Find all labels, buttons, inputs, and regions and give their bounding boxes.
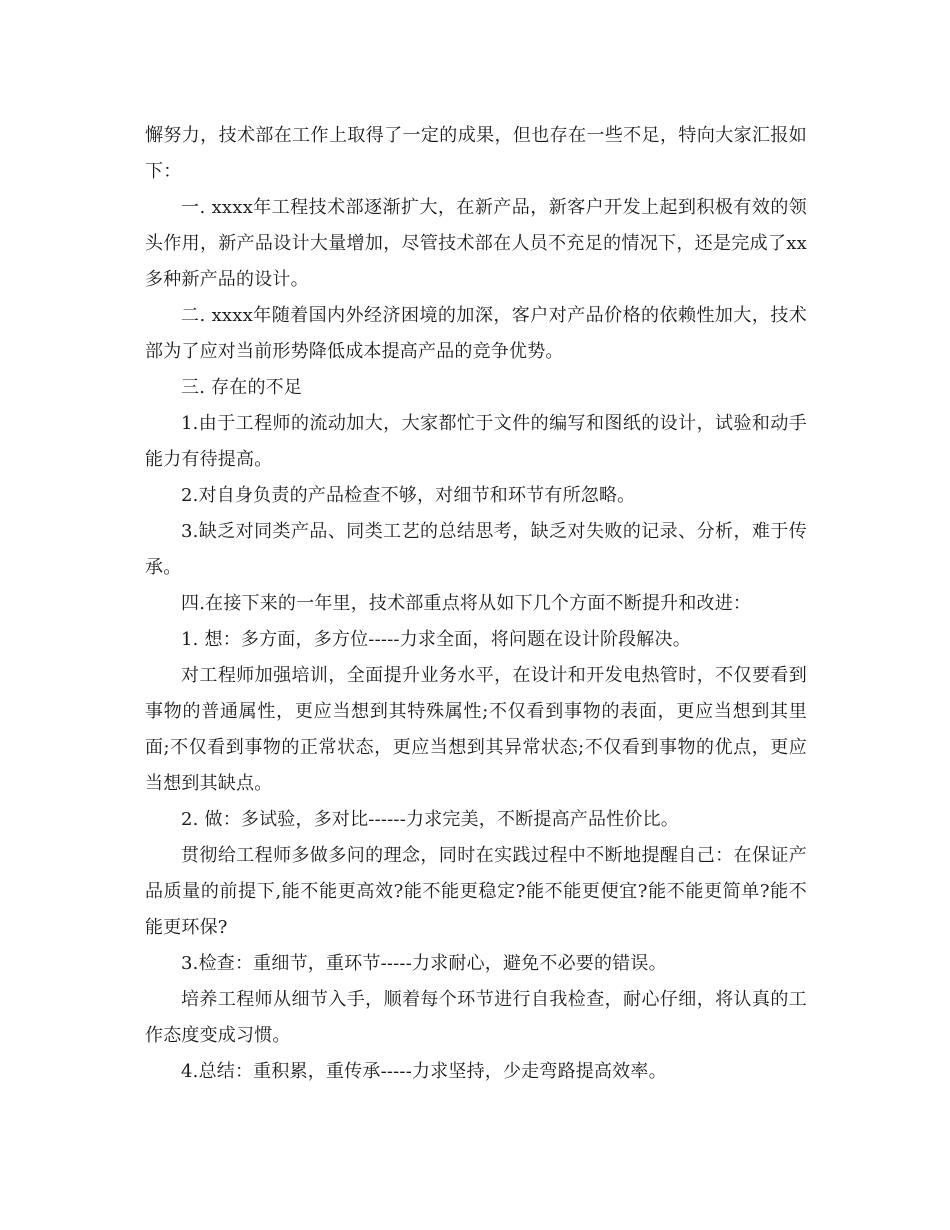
paragraph-intro-continuation: 懈努力，技术部在工作上取得了一定的成果，但也存在一些不足，特向大家汇报如下：: [145, 125, 807, 182]
paragraph-plan-1-body: 对工程师加强培训，全面提升业务水平，在设计和开发电热管时，不仅要看到事物的普通属性，更应当想到其特殊属性;不仅看到事物的表面，更应当想到其里面;不仅看到事物的正常状态，更应当想到其异常状态;不仅看到事物的优点，更应当想到其缺点。: [145, 665, 807, 794]
paragraph-shortcoming-2: 2.对自身负责的产品检查不够，对细节和环节有所忽略。: [181, 485, 636, 506]
heading-shortcomings: 三. 存在的不足: [181, 377, 303, 398]
paragraph-plan-4-title: 4.总结：重积累，重传承-----力求坚持，少走弯路提高效率。: [181, 1061, 667, 1082]
paragraph-section-1: 一. xxxx年工程技术部逐渐扩大，在新产品，新客户开发上起到积极有效的领头作用，新产品设计大量增加，尽管技术部在人员不充足的情况下，还是完成了xx多种新产品的设计。: [145, 197, 807, 290]
heading-improvement-plan: 四.在接下来的一年里，技术部重点将从如下几个方面不断提升和改进：: [181, 593, 752, 614]
paragraph-plan-2-title: 2. 做：多试验，多对比------力求完美，不断提高产品性价比。: [181, 809, 679, 830]
paragraph-section-2: 二. xxxx年随着国内外经济困境的加深，客户对产品价格的依赖性加大，技术部为了应对当前形势降低成本提高产品的竞争优势。: [145, 305, 807, 362]
document-body: [145, 118, 807, 1090]
paragraph-plan-3-title: 3.检查：重细节，重环节-----力求耐心，避免不必要的错误。: [181, 953, 667, 974]
paragraph-shortcoming-1: 1.由于工程师的流动加大，大家都忙于文件的编写和图纸的设计，试验和动手能力有待提高。: [145, 413, 807, 470]
paragraph-plan-3-body: 培养工程师从细节入手，顺着每个环节进行自我检查，耐心仔细，将认真的工作态度变成习惯。: [145, 989, 807, 1046]
paragraph-shortcoming-3: 3.缺乏对同类产品、同类工艺的总结思考，缺乏对失败的记录、分析，难于传承。: [145, 521, 807, 578]
paragraph-plan-1-title: 1. 想：多方面，多方位-----力求全面，将问题在设计阶段解决。: [181, 629, 691, 650]
paragraph-plan-2-body: 贯彻给工程师多做多问的理念，同时在实践过程中不断地提醒自己：在保证产品质量的前提下,能不能更高效?能不能更稳定?能不能更便宜?能不能更简单?能不能更环保?: [145, 845, 807, 938]
